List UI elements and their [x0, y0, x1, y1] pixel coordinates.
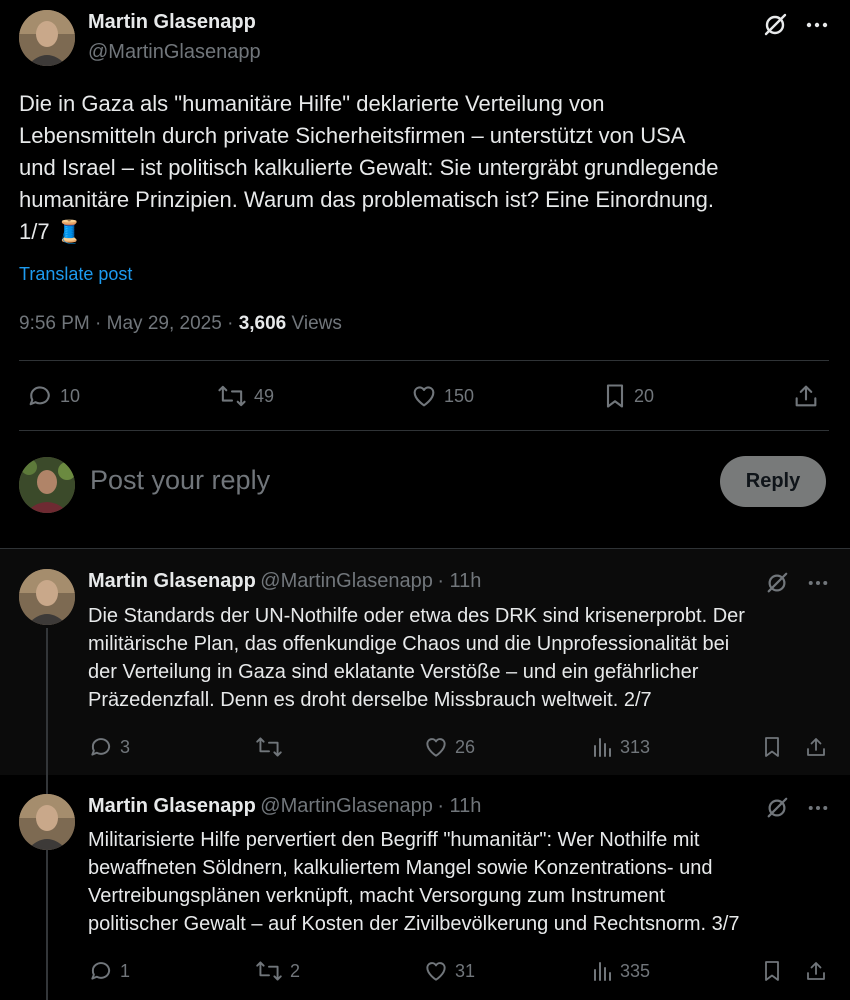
reply-count: 1: [120, 960, 131, 981]
reply-input[interactable]: Post your reply: [90, 465, 271, 495]
reply-2-like-action[interactable]: [423, 958, 475, 984]
repost-count: 49: [254, 385, 275, 406]
post-text-line: 1/7 🧵: [19, 219, 84, 244]
author-handle[interactable]: @MartinGlasenapp: [88, 41, 261, 63]
bookmark-action[interactable]: [602, 382, 654, 410]
divider: [19, 430, 829, 431]
reply-2-author-name[interactable]: Martin Glasenapp: [88, 795, 256, 817]
views-count: 313: [620, 736, 651, 757]
current-user-avatar[interactable]: [19, 457, 75, 513]
more-dots-icon[interactable]: [804, 569, 832, 597]
reply-text-line: politischer Gewalt – auf Kosten der Zivilbevölkerung und Rechtsnorm. 3/7: [88, 913, 740, 935]
reply-2-text: [88, 826, 838, 938]
reply-action[interactable]: [26, 382, 80, 410]
repost-arrows-icon: [254, 958, 284, 984]
reply-2-bookmark-action[interactable]: [761, 958, 783, 984]
reply-1-author-name[interactable]: Martin Glasenapp: [88, 570, 256, 592]
reply-2-reply-action[interactable]: [88, 958, 130, 984]
reply-1-author-handle[interactable]: @MartinGlasenapp: [260, 570, 433, 592]
reply-text-line: der Verteilung in Gaza sind eklatante Verstöße – und ein gefährlicher: [88, 661, 699, 683]
reply-text-line: militärische Plan, das offenkundige Chaos und die Unprofessionalität bei: [88, 633, 730, 655]
share-upload-icon: [792, 382, 820, 410]
heart-icon: [423, 958, 449, 984]
reply-1-like-action[interactable]: [423, 734, 475, 760]
reply-bubble-icon: [88, 734, 114, 760]
translate-post-link[interactable]: Translate post: [19, 264, 133, 284]
post-meta: [19, 313, 342, 335]
reply-count: 10: [60, 385, 81, 406]
reply-1-views-action[interactable]: [592, 734, 650, 760]
like-count: 26: [455, 736, 476, 757]
reply-bubble-icon: [26, 382, 54, 410]
reply-text-line: Die Standards der UN-Nothilfe oder etwa des DRK sind krisenerprobt. Der: [88, 605, 745, 627]
author-name[interactable]: Martin Glasenapp: [88, 11, 256, 33]
analytics-bars-icon: [592, 734, 614, 760]
views-count: 3,606: [238, 313, 287, 334]
reply-1-bookmark-action[interactable]: [761, 734, 783, 760]
reply-2-author-handle[interactable]: @MartinGlasenapp: [260, 795, 433, 817]
heart-icon: [423, 734, 449, 760]
reply-1-reply-action[interactable]: [88, 734, 130, 760]
reply-2-header: [88, 795, 481, 818]
grok-slash-circle-icon[interactable]: [760, 10, 790, 40]
repost-action[interactable]: [216, 382, 274, 410]
reply-button[interactable]: Reply: [720, 456, 826, 507]
bookmark-icon: [761, 958, 783, 984]
share-action[interactable]: [792, 382, 820, 410]
meta-separator: ·: [227, 313, 234, 334]
reply-2-avatar[interactable]: [19, 794, 75, 850]
author-avatar[interactable]: [19, 10, 75, 66]
like-action[interactable]: [410, 382, 474, 410]
post-text-line: Lebensmitteln durch private Sicherheitsfirmen – unterstützt von USA: [19, 123, 686, 148]
reply-1-avatar[interactable]: [19, 569, 75, 625]
share-upload-icon: [804, 958, 828, 984]
reply-2-repost-action[interactable]: [254, 958, 300, 984]
bookmark-count: 20: [634, 385, 655, 406]
divider: [19, 360, 829, 361]
reply-1-text: [88, 602, 838, 714]
meta-separator: ·: [95, 313, 102, 334]
like-count: 31: [455, 960, 476, 981]
grok-slash-circle-icon[interactable]: [763, 794, 791, 822]
reply-1-header: [88, 570, 481, 593]
repost-arrows-icon: [216, 382, 248, 410]
more-dots-icon[interactable]: [804, 794, 832, 822]
repost-count: 2: [290, 960, 301, 981]
reply-bubble-icon: [88, 958, 114, 984]
more-dots-icon[interactable]: [802, 10, 832, 40]
views-label: Views: [291, 313, 342, 334]
views-count: 335: [620, 960, 651, 981]
reply-text-line: Militarisierte Hilfe pervertiert den Begriff "humanitär": Wer Nothilfe mit: [88, 829, 700, 851]
bookmark-icon: [602, 382, 628, 410]
reply-text-line: bewaffneten Söldnern, kalkuliertem Mangel sowie Konzentrations- und: [88, 857, 713, 879]
like-count: 150: [444, 385, 475, 406]
reply-2-views-action[interactable]: [592, 958, 650, 984]
post-text-line: Die in Gaza als "humanitäre Hilfe" deklarierte Verteilung von: [19, 91, 605, 116]
reply-1-repost-action[interactable]: [254, 734, 290, 760]
reply-count: 3: [120, 736, 131, 757]
bookmark-icon: [761, 734, 783, 760]
reply-text-line: Vertreibungsplänen verknüpft, macht Versorgung zum Instrument: [88, 885, 665, 907]
reply-2-share-action[interactable]: [804, 958, 828, 984]
post-text-line: humanitäre Prinzipien. Warum das problematisch ist? Eine Einordnung.: [19, 187, 714, 212]
share-upload-icon: [804, 734, 828, 760]
reply-text-line: Präzedenzfall. Denn es droht derselbe Missbrauch weltweit. 2/7: [88, 689, 652, 711]
reply-1-time[interactable]: · 11h: [437, 570, 482, 592]
post-date[interactable]: May 29, 2025: [106, 313, 222, 334]
post-text: [19, 88, 831, 248]
post-time[interactable]: 9:56 PM: [19, 313, 90, 334]
analytics-bars-icon: [592, 958, 614, 984]
post-text-line: und Israel – ist politisch kalkulierte Gewalt: Sie untergräbt grundlegende: [19, 155, 719, 180]
heart-icon: [410, 382, 438, 410]
reply-2-time[interactable]: · 11h: [437, 795, 482, 817]
grok-slash-circle-icon[interactable]: [763, 569, 791, 597]
repost-arrows-icon: [254, 734, 284, 760]
reply-1-share-action[interactable]: [804, 734, 828, 760]
